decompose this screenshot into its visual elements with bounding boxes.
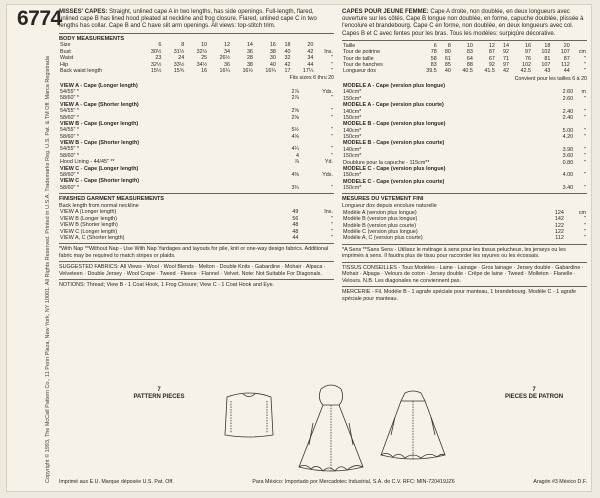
measurement-cell: Taille: [343, 42, 356, 49]
measurement-cell: Back waist length: [60, 67, 102, 74]
table-cell: Doublure pour la capuche - 115cm**: [343, 159, 430, 166]
measurement-cell: 92: [502, 49, 509, 56]
measurement-cell: 80: [444, 49, 451, 56]
table-cell: MODELE B - Cape (version plus courte): [343, 140, 445, 147]
measurement-cell: 34: [307, 55, 314, 62]
measurement-cell: 12: [488, 42, 495, 49]
table-cell: MODELE A - Cape (version plus courte): [343, 102, 444, 109]
measurement-cell: Tour de hanches: [343, 61, 383, 68]
measurement-cell: 71: [502, 55, 509, 62]
measurement-cell: 42.5: [520, 68, 531, 75]
nap-note: *With Nap **Without Nap - Use With Nap Yardages and layouts for pile, knit or one-way design fabrics. Additional fabric may be required to match stripes or plaids.: [59, 246, 329, 259]
table-cell: 150cm*: [343, 172, 362, 179]
measurement-cell: 40: [284, 48, 291, 55]
cape-c-drawing: [381, 391, 445, 459]
table-cell: 58/60" *: [60, 133, 79, 140]
measurement-cell: 112: [561, 61, 570, 68]
table-cell: 48: [292, 228, 299, 235]
french-notions: MERCERIE - Fil. Modèle B - 1 agrafe spéciale pour manteau, 1 brandebourg. Modèle C - 1 agrafe spéciale pour manteau.: [342, 289, 577, 302]
table-cell: 3.40: [562, 185, 574, 192]
footer: [59, 479, 587, 485]
table-cell: 58/60" *: [60, 114, 79, 121]
table-cell: VIEW A - Cape (Longer length): [60, 82, 138, 89]
table-cell: MODELE C - Cape (version plus longue): [343, 165, 446, 172]
table-cell: 142: [554, 216, 564, 223]
measurement-cell: 39.5: [426, 68, 437, 75]
table-cell: ": [584, 153, 586, 160]
table-cell: 4.20: [562, 134, 574, 141]
measurement-cell: 58: [430, 55, 437, 62]
table-cell: 58/60" *: [60, 184, 79, 191]
measurement-cell: 64: [466, 55, 473, 62]
table-cell: VIEW C - Cape (Shorter length): [60, 178, 140, 185]
measurement-cell: 18: [284, 42, 291, 49]
table-cell: 150cm*: [343, 134, 362, 141]
table-cell: ": [331, 184, 333, 191]
measurement-cell: 26½: [219, 55, 231, 62]
french-nap-note: *A Sens **Sans Sens - Utilisez le métrage à sens pour les tissus pelucheux, les jerseys ou les imprimés à sens. Il faudra plus de tissu pour raccorder les rayures ou les écossais.: [342, 246, 566, 260]
table-cell: 2⅞: [291, 95, 299, 102]
footer-mid: Para México: Importado por Mercadotec Industrial, S.A. de C.V. RFC: MIN-720419JZ6: [252, 479, 455, 485]
measurement-cell: 97: [502, 61, 509, 68]
cape-b-drawing: [299, 385, 363, 471]
table-cell: 5.00: [562, 127, 574, 134]
measurement-cell: 8: [181, 42, 185, 49]
table-cell: ": [584, 185, 586, 192]
table-cell: Yds.: [322, 89, 333, 96]
measurement-cell: 30½: [150, 48, 162, 55]
table-cell: 2.60: [562, 89, 574, 96]
table-cell: 56: [292, 215, 299, 222]
table-cell: ": [331, 133, 333, 140]
pattern-envelope-back: [6, 4, 592, 492]
table-cell: 58/60" *: [60, 171, 79, 178]
table-cell: ": [331, 222, 333, 229]
measurement-cell: 16½: [242, 67, 253, 74]
table-cell: 3.90: [562, 146, 574, 153]
table-cell: 4.00: [562, 172, 574, 179]
finished-title: FINISHED GARMENT MEASUREMENTS: [59, 196, 165, 203]
measurement-cell: 107: [541, 61, 551, 68]
table-cell: 48: [292, 222, 299, 229]
measurement-cell: 76: [525, 55, 531, 62]
measurement-cell: Tour de taille: [343, 55, 374, 62]
english-description: MISSES' CAPES: Straight, unlined cape A in two lengths, has side openings. Full-length, flared, unlined cape B has lined hood pleated at neckline and frog closure. Flared, unlined cape C in two lengths has collar. Cape B and C have slit arm openings. All views: top-stitch trim.: [59, 9, 317, 30]
measurement-cell: 6: [158, 42, 162, 49]
table-cell: ": [331, 152, 333, 159]
table-cell: 4¼: [291, 146, 299, 153]
measurement-cell: 32½: [150, 61, 162, 68]
table-cell: 58/60" *: [60, 152, 79, 159]
table-cell: ⅞: [294, 159, 299, 166]
measurement-cell: 102: [541, 49, 551, 56]
measurement-cell: 16: [201, 67, 208, 74]
measurement-cell: 34: [224, 48, 231, 55]
measurement-cell: Bust: [60, 48, 71, 55]
measurement-cell: 33½: [173, 61, 185, 68]
body-measurements-title: BODY MEASUREMENTS: [59, 35, 125, 42]
measurement-cell: Waist: [60, 55, 74, 62]
table-cell: m: [581, 89, 586, 96]
measurement-cell: Hip: [60, 61, 69, 68]
table-cell: MODELE A - Cape (version plus longue): [343, 83, 446, 90]
table-cell: Modèle B (version plus longue): [343, 216, 418, 223]
english-column: [59, 9, 334, 289]
notions: NOTIONS: Thread; View B - 1 Coat Hook, 1 Frog Closure; View C - 1 Coat Hook and Eye.: [59, 282, 275, 289]
yardage-table: [59, 83, 334, 191]
table-cell: VIEW A (Longer length): [60, 209, 117, 216]
measurement-cell: 16: [269, 42, 276, 49]
table-cell: 5½: [291, 127, 299, 134]
table-cell: MODELE B - Cape (version plus longue): [343, 121, 446, 128]
measurement-cell: 92: [488, 61, 495, 68]
measurement-cell: 42: [284, 61, 291, 68]
measurement-cell: 6: [433, 42, 437, 49]
table-cell: 150cm*: [343, 153, 362, 160]
table-cell: 140cm*: [343, 108, 362, 115]
table-cell: Ins.: [324, 209, 333, 216]
table-cell: 122: [554, 222, 564, 229]
cape-line-drawings: [209, 383, 459, 475]
measurement-cell: 23: [155, 55, 162, 62]
measurement-cell: ": [584, 55, 586, 62]
table-cell: VIEW C (Longer length): [60, 228, 118, 235]
table-cell: Modèle A, C (version plus courte): [343, 235, 423, 242]
measurement-cell: 38: [246, 61, 253, 68]
table-cell: 49: [292, 209, 299, 216]
finished-table: [59, 209, 334, 241]
measurement-cell: 97: [525, 49, 531, 56]
measurement-cell: Longueur dos: [343, 68, 376, 75]
measurement-cell: 12: [224, 42, 231, 49]
table-cell: ": [584, 108, 586, 115]
table-cell: 4⅝: [291, 133, 299, 140]
french-finished-table: [342, 210, 587, 242]
table-cell: Modèle B (version plus courte): [343, 222, 417, 229]
measurement-cell: 34½: [196, 61, 208, 68]
measurement-cell: ": [331, 67, 333, 74]
table-row: [342, 235, 587, 241]
french-fabrics: TISSUS CONSEILLES - Tous Modèles - Laine · Lainage · Gros lainage · Jersey double · Gabardine · Mohair · Alpaga · Velours de coton · Jersey double · Crêpe de laine · Tweed · Molleton · Flanelle · Velours. N.B. Les diagonales ne conviennent pas.: [342, 264, 584, 284]
suggested-fabrics: SUGGESTED FABRICS: All Views - Wool · Wool Blends · Melton · Double Knits · Gabardine · Mohair · Alpaca · Velveteen · Double Jersey · Wool Crepe · Tweed · Fleece · Flannel · Velvet. Note: Not Suitable For Diagonals.: [59, 264, 326, 277]
measurement-cell: 40: [269, 61, 276, 68]
table-cell: ": [584, 134, 586, 141]
fits-sizes: Fits sizes 6 thru 20: [289, 75, 334, 82]
table-cell: ": [331, 146, 333, 153]
measurement-cell: Tour de poitrine: [343, 49, 381, 56]
table-cell: VIEW A - Cape (Shorter length): [60, 101, 139, 108]
table-cell: 122: [554, 228, 564, 235]
measurement-cell: 41.5: [484, 68, 495, 75]
measurement-cell: 44: [307, 61, 314, 68]
table-cell: VIEW C - Cape (Longer length): [60, 165, 139, 172]
table-cell: Yds.: [322, 171, 333, 178]
table-cell: 54/55" *: [60, 108, 79, 115]
table-cell: Yd.: [324, 159, 333, 166]
table-cell: 2⅝: [291, 108, 299, 115]
table-cell: ": [584, 95, 586, 102]
pattern-pieces-area: [59, 383, 587, 475]
measurement-cell: 16: [525, 42, 531, 49]
measurement-cell: 87: [488, 49, 495, 56]
measurement-cell: 14: [502, 42, 509, 49]
measurement-cell: 17: [284, 67, 291, 74]
table-cell: MODELE C - Cape (version plus courte): [343, 178, 445, 185]
french-finished-subtitle: Longueur dos depuis encolure naturelle: [342, 203, 437, 210]
french-fits-sizes: Convient pour les tailles 6 à 20: [514, 75, 587, 82]
table-cell: 140cm*: [343, 146, 362, 153]
table-cell: 4: [295, 152, 299, 159]
measurement-cell: 14: [246, 42, 253, 49]
measurement-cell: ": [331, 61, 333, 68]
table-cell: ": [331, 228, 333, 235]
footer-right: Aragón #3 México D.F.: [533, 479, 587, 485]
cape-a-drawing: [225, 393, 273, 437]
measurement-cell: 36: [246, 48, 253, 55]
measurement-cell: 43: [544, 68, 551, 75]
table-cell: Hood Lining - 44/45" **: [60, 159, 115, 166]
table-cell: 112: [555, 235, 564, 242]
measurement-cell: Ins.: [324, 48, 333, 55]
table-cell: 2.40: [562, 114, 574, 121]
measurement-cell: 28: [246, 55, 253, 62]
pattern-pieces-label: 7 PATTERN PIECES: [133, 387, 185, 400]
body-measurements-table: [59, 42, 334, 74]
measurement-cell: 10: [466, 42, 473, 49]
table-cell: VIEW B - Cape (Shorter length): [60, 140, 140, 147]
measurement-cell: 88: [466, 61, 473, 68]
table-row: [342, 185, 587, 191]
measurement-cell: 85: [444, 61, 451, 68]
measurement-cell: 32½: [196, 48, 208, 55]
table-cell: 2.60: [562, 95, 574, 102]
measurement-cell: 61: [444, 55, 451, 62]
measurement-cell: 15½: [150, 67, 162, 74]
table-cell: VIEW B (Longer length): [60, 215, 117, 222]
table-cell: ": [584, 159, 586, 166]
pieces-de-patron-label: 7 PIECES DE PATRON: [504, 387, 564, 400]
french-yardage-table: [342, 83, 587, 191]
table-cell: 3¾: [291, 184, 299, 191]
table-cell: ": [584, 235, 586, 242]
table-row: [59, 185, 334, 191]
table-cell: 150cm*: [343, 114, 362, 121]
measurement-cell: 67: [488, 55, 495, 62]
table-cell: ": [584, 127, 586, 134]
pattern-number: 6774: [17, 7, 62, 30]
measurement-cell: 24: [178, 55, 185, 62]
measurement-cell: 78: [430, 49, 437, 56]
table-cell: ": [584, 222, 586, 229]
footer-left: Imprimé aux E.U. Marque déposée U.S. Pat. Off.: [59, 479, 174, 485]
measurement-cell: 107: [560, 49, 570, 56]
table-cell: 3.60: [562, 153, 574, 160]
measurement-cell: 20: [563, 42, 570, 49]
table-cell: 2.40: [562, 108, 574, 115]
longueur-dos-row: [342, 68, 587, 74]
measurement-cell: 10: [201, 42, 208, 49]
table-cell: ": [584, 228, 586, 235]
measurement-cell: 40.5: [462, 68, 473, 75]
measurement-cell: 83: [430, 61, 437, 68]
copyright-sidebar: Copyright © 1993, The McCall Pattern Co., 11 Penn Plaza, New York, NY 10001. All Rights Reserved. Printed in U.S.A. Trademarks Reg. U.S. Pat. & TM Off. Marca Registrada: [45, 56, 51, 483]
french-finished-title: MESURES DU VETEMENT FINI: [342, 196, 424, 203]
measurement-cell: 31½: [173, 48, 185, 55]
table-cell: 150cm*: [343, 95, 362, 102]
table-cell: 140cm*: [343, 127, 362, 134]
finished-subtitle: Back length from normal neckline: [59, 202, 139, 209]
table-cell: ": [331, 95, 333, 102]
measurement-cell: ": [584, 61, 586, 68]
table-cell: cm: [578, 209, 586, 216]
measurement-cell: 16¼: [219, 67, 231, 74]
table-cell: ": [584, 146, 586, 153]
measurement-cell: ": [584, 68, 586, 75]
measurement-cell: 102: [522, 61, 531, 68]
table-cell: 124: [554, 209, 564, 216]
measurement-cell: 20: [307, 42, 314, 49]
measurement-cell: 81: [544, 55, 551, 62]
table-cell: 150cm*: [343, 185, 362, 192]
table-cell: ": [584, 172, 586, 179]
measurement-cell: 8: [447, 42, 451, 49]
table-cell: 54/55" *: [60, 89, 79, 96]
table-cell: 54/55" *: [60, 146, 79, 153]
table-cell: 54/55" *: [60, 127, 79, 134]
french-measurements-table: [342, 43, 587, 75]
table-cell: 58/60" *: [60, 95, 79, 102]
measurement-cell: 18: [544, 42, 551, 49]
table-cell: 4⅜: [291, 171, 299, 178]
table-cell: 0.80: [562, 159, 574, 166]
measurement-cell: 17¼: [302, 67, 314, 74]
table-cell: ": [584, 216, 586, 223]
table-cell: 140cm*: [343, 89, 362, 96]
measurement-cell: Size: [60, 42, 71, 49]
measurement-cell: 40: [444, 68, 451, 75]
measurement-cell: 42: [307, 48, 314, 55]
french-description: CAPES POUR JEUNE FEMME: Cape A droite, non doublée, en deux longueurs avec ouverture sur les côtés. Cape B longue non doublée, en forme, capuche doublée, plissée à l'encolure et brandebourg. Cape C en forme, non doublée, en deux longueurs avec col. Capes B et C avec fentes pour les bras. Tous les modèles: surpiqûre décorative.: [342, 9, 584, 37]
table-cell: VIEW B - Cape (Longer length): [60, 120, 139, 127]
back-waist-row: [59, 68, 334, 74]
french-column: [342, 9, 587, 302]
measurement-cell: 44: [563, 68, 570, 75]
table-cell: ": [331, 234, 333, 241]
table-cell: 44: [292, 234, 299, 241]
table-cell: 2⅝: [291, 114, 299, 121]
measurement-cell: 30: [269, 55, 276, 62]
measurement-cell: 32: [284, 55, 291, 62]
measurement-cell: 38: [269, 48, 276, 55]
measurement-cell: 25: [201, 55, 208, 62]
measurement-cell: cm: [578, 49, 586, 56]
table-cell: Modèle A (version plus longue): [343, 209, 417, 216]
table-cell: VIEW B (Shorter length): [60, 222, 118, 229]
measurement-cell: 83: [466, 49, 473, 56]
measurement-cell: ": [331, 55, 333, 62]
table-cell: ": [584, 114, 586, 121]
measurement-cell: 15¾: [173, 67, 185, 74]
table-row: [59, 235, 334, 241]
table-cell: 2⅞: [291, 89, 299, 96]
measurement-cell: 42: [502, 68, 509, 75]
measurement-cell: 87: [563, 55, 570, 62]
table-cell: ": [331, 127, 333, 134]
table-cell: ": [331, 215, 333, 222]
table-cell: ": [331, 108, 333, 115]
table-cell: Modèle C (version plus longue): [343, 228, 418, 235]
measurement-cell: 16¾: [265, 67, 276, 74]
table-cell: ": [331, 114, 333, 121]
table-cell: VIEW A, C (Shorter length): [60, 234, 125, 241]
measurement-cell: 36: [224, 61, 231, 68]
